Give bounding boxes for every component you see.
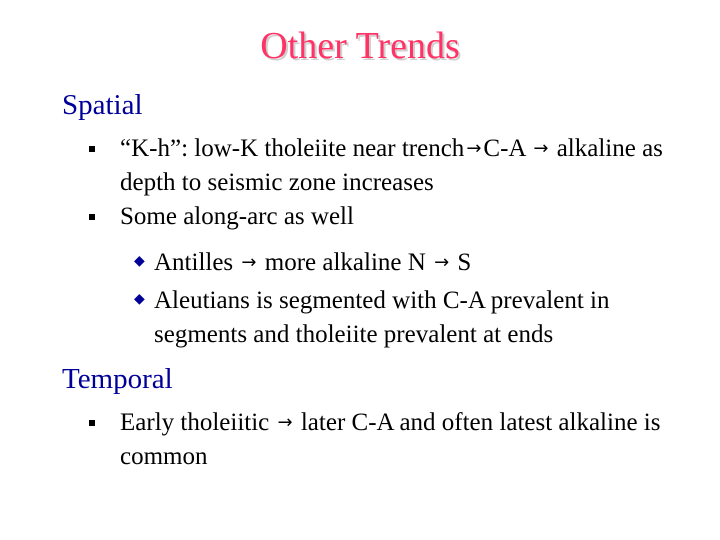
right-arrow-icon: → (466, 138, 482, 159)
right-arrow-icon: → (533, 138, 549, 159)
sub-bullet-aleutians (134, 284, 684, 352)
right-arrow-icon: → (277, 412, 293, 433)
diamond-bullet-icon: ◆ (134, 254, 145, 269)
square-bullet-icon (89, 146, 95, 152)
right-arrow-icon: → (434, 252, 450, 273)
section-heading-spatial: Spatial (62, 89, 143, 121)
bullet-text: C-A (483, 135, 526, 162)
bullet-text: S (457, 249, 472, 276)
sub-bullet-antilles (134, 246, 684, 280)
diamond-bullet-icon: ◆ (134, 292, 145, 307)
bullet-text: Aleutians is segmented with C-A prevalent in segments and tholeiite prevalent at ends (154, 287, 610, 348)
bullet-text: Some along-arc as well (120, 203, 354, 230)
square-bullet-icon (89, 214, 95, 220)
section-heading-temporal: Temporal (62, 363, 173, 395)
bullet-along-arc (120, 200, 680, 234)
bullet-k-h-trend (120, 132, 680, 200)
bullet-text: Early tholeiitic (120, 409, 270, 436)
bullet-text: later C-A and often latest alkaline is common (120, 409, 661, 470)
slide-title: Other Trends (260, 25, 460, 67)
right-arrow-icon: → (241, 252, 257, 273)
bullet-text: alkaline as depth to seismic zone increases (120, 135, 663, 196)
bullet-text: Antilles (154, 249, 234, 276)
bullet-text: more alkaline N (264, 249, 426, 276)
square-bullet-icon (89, 420, 95, 426)
bullet-temporal-trend (120, 406, 680, 474)
bullet-text: “K-h”: low-K tholeiite near trench (120, 135, 465, 162)
